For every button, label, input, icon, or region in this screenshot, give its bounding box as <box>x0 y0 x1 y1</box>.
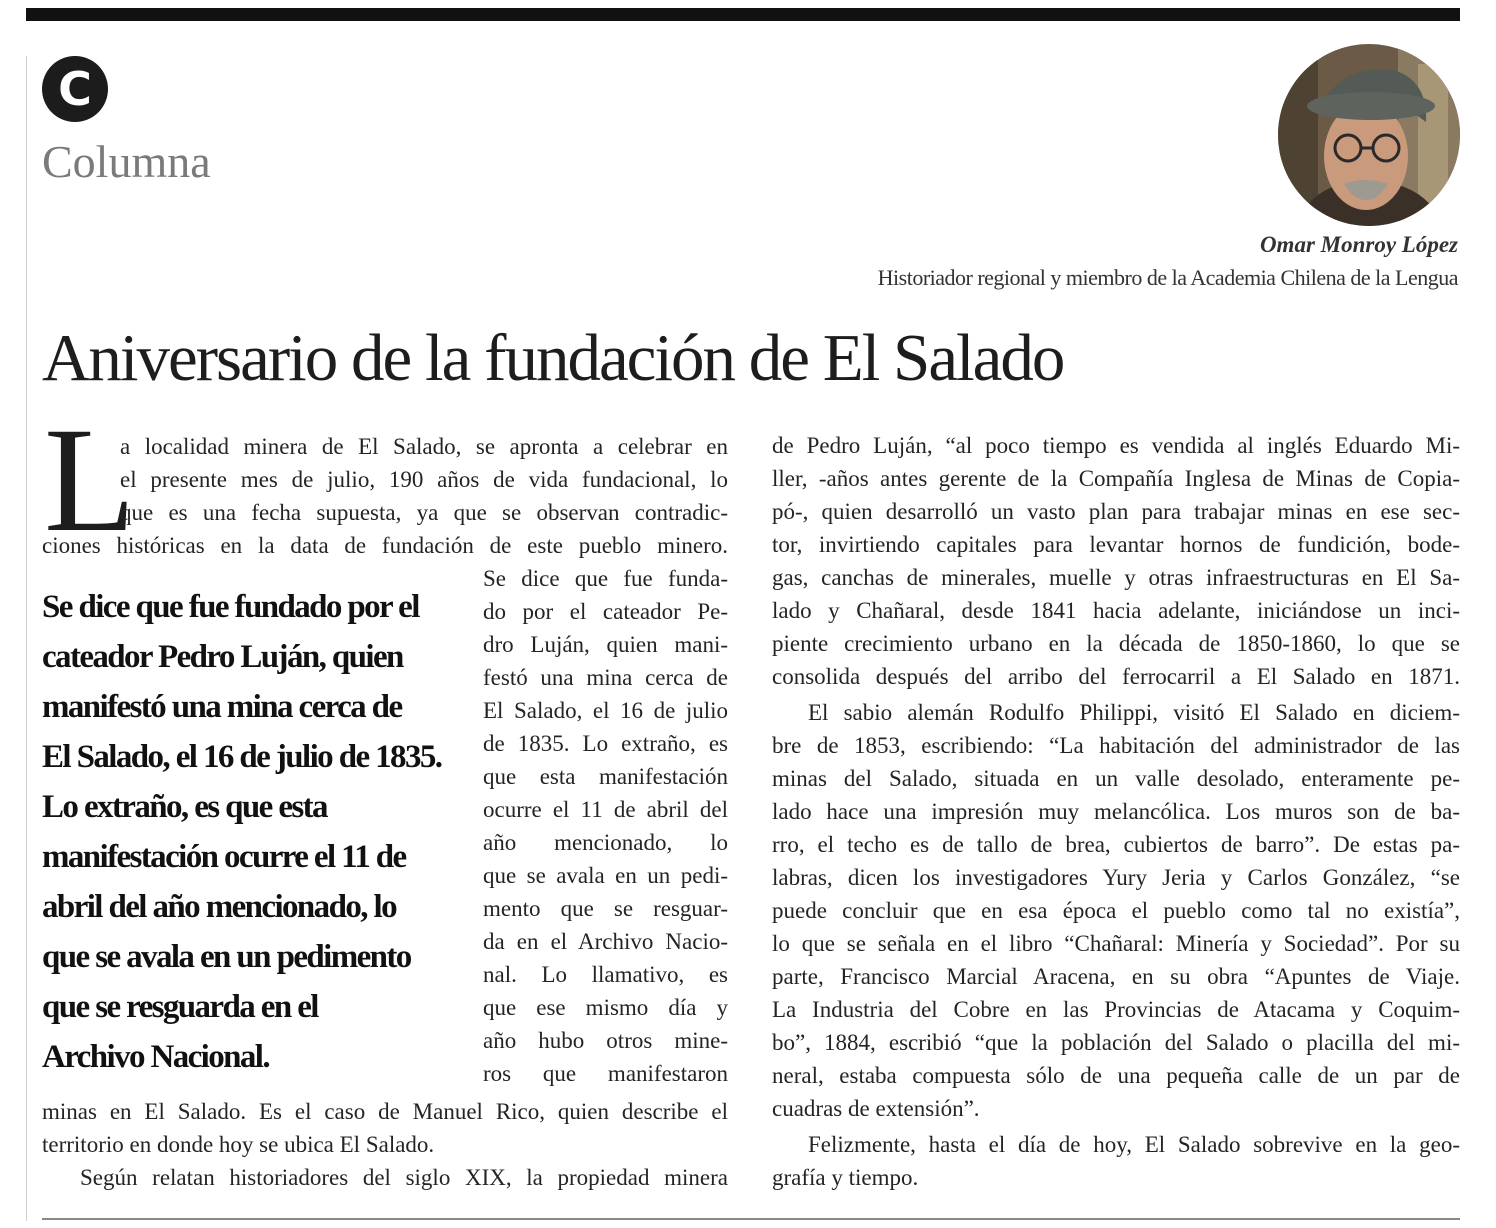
body-line: mento que se resguar- <box>483 896 728 921</box>
body-line: minas en El Salado. Es el caso de Manuel Rico, quien describe el <box>42 1099 728 1124</box>
body-line: El Salado, el 16 de julio <box>483 698 728 723</box>
body-line: de Pedro Luján, “al poco tiempo es vendida al inglés Eduardo Mi- <box>772 433 1460 458</box>
body-line: Según relatan historiadores del siglo XIX, la propiedad minera <box>80 1165 728 1190</box>
body-line: dro Luján, quien mani- <box>483 632 728 657</box>
body-line: que se avala en un pedi- <box>483 863 728 888</box>
body-line: que esta manifestación <box>483 764 728 789</box>
body-line: cuadras de extensión”. <box>772 1096 980 1121</box>
body-line: gas, canchas de minerales, muelle y otras infraestructuras en El Sa- <box>772 565 1460 590</box>
body-line: territorio en donde hoy se ubica El Salado. <box>42 1132 435 1157</box>
body-line: da en el Archivo Nacio- <box>483 929 728 954</box>
body-line: parte, Francisco Marcial Aracena, en su obra “Apuntes de Viaje. <box>772 964 1460 989</box>
body-line: año mencionado, lo <box>483 830 728 855</box>
pull-quote-line: Lo extraño, es que esta <box>42 789 327 825</box>
body-line: El sabio alemán Rodulfo Philippi, visitó El Salado en diciem- <box>808 700 1460 725</box>
body-line: La Industria del Cobre en las Provincias de Atacama y Coquim- <box>772 997 1460 1022</box>
body-line: neral, estaba compuesta sólo de una pequeña calle de un par de <box>772 1063 1460 1088</box>
pull-quote-line: cateador Pedro Luján, quien <box>42 639 403 675</box>
body-line: piente crecimiento urbano en la década de 1850-1860, lo que se <box>772 631 1460 656</box>
left-margin-rule <box>26 56 27 1221</box>
section-badge: C <box>42 56 108 122</box>
body-line: que ese mismo día y <box>483 995 728 1020</box>
body-line: grafía y tiempo. <box>772 1165 919 1190</box>
body-line: lo que se señala en el libro “Chañaral: Minería y Sociedad”. Por su <box>772 931 1460 956</box>
pull-quote-line: que se avala en un pedimento <box>42 939 411 975</box>
article-title: Aniversario de la fundación de El Salado <box>42 321 1064 395</box>
body-line: tor, invirtiendo capitales para levantar hornos de fundición, bode- <box>772 532 1460 557</box>
author-role: Historiador regional y miembro de la Academia Chilena de la Lengua <box>877 265 1458 290</box>
drop-cap: L <box>44 397 136 563</box>
top-rule <box>26 8 1460 21</box>
body-line: ller, -años antes gerente de la Compañía Inglesa de Minas de Copia- <box>772 466 1460 491</box>
body-line: ocurre el 11 de abril del <box>483 797 728 822</box>
body-line: Se dice que fue funda- <box>483 566 728 591</box>
pull-quote-line: manifestó una mina cerca de <box>42 689 402 725</box>
pull-quote-line: manifestación ocurre el 11 de <box>42 839 406 875</box>
body-line: ros que manifestaron <box>483 1061 728 1086</box>
body-line: rro, el techo es de tallo de brea, cubiertos de barro”. De estas pa- <box>772 832 1460 857</box>
body-line: minas del Salado, situada en un valle desolado, enteramente pe- <box>772 766 1460 791</box>
section-label: Columna <box>42 136 211 187</box>
pull-quote-line: Se dice que fue fundado por el <box>42 589 419 625</box>
intro-line: ciones históricas en la data de fundación de este pueblo minero. <box>42 533 728 558</box>
intro-line: a localidad minera de El Salado, se apronta a celebrar en <box>120 434 728 459</box>
body-line: Felizmente, hasta el día de hoy, El Salado sobrevive en la geo- <box>808 1132 1460 1157</box>
body-line: lado hace una impresión muy melancólica. Los muros son de ba- <box>772 799 1460 824</box>
body-line: puede concluir que en esa época el pueblo como tal no existía”, <box>772 898 1460 923</box>
body-line: de 1835. Lo extraño, es <box>483 731 728 756</box>
body-line: consolida después del arribo del ferrocarril a El Salado en 1871. <box>772 664 1460 689</box>
body-line: año hubo otros mine- <box>483 1028 728 1053</box>
pull-quote-line: Archivo Nacional. <box>42 1039 270 1075</box>
author-name: Omar Monroy López <box>1259 232 1458 257</box>
body-line: lado y Chañaral, desde 1841 hacia adelante, iniciándose un inci- <box>772 598 1460 623</box>
intro-line: el presente mes de julio, 190 años de vida fundacional, lo <box>120 467 728 492</box>
body-line: labras, dicen los investigadores Yury Jeria y Carlos González, “se <box>772 865 1460 890</box>
pull-quote-line: abril del año mencionado, lo <box>42 889 396 925</box>
body-line: nal. Lo llamativo, es <box>483 962 728 987</box>
body-line: do por el cateador Pe- <box>483 599 728 624</box>
body-line: festó una mina cerca de <box>483 665 728 690</box>
pull-quote-line: que se resguarda en el <box>42 989 318 1025</box>
body-line: pó-, quien desarrolló un vasto plan para trabajar minas en ese sec- <box>772 499 1460 524</box>
pull-quote-line: El Salado, el 16 de julio de 1835. <box>42 739 442 775</box>
bottom-rule <box>42 1218 1460 1220</box>
body-line: bo”, 1884, escribió “que la población del Salado o placilla del mi- <box>772 1030 1460 1055</box>
intro-line: que es una fecha supuesta, ya que se observan contradic- <box>120 500 728 525</box>
author-photo <box>1278 44 1460 226</box>
body-line: bre de 1853, escribiendo: “La habitación del administrador de las <box>772 733 1460 758</box>
